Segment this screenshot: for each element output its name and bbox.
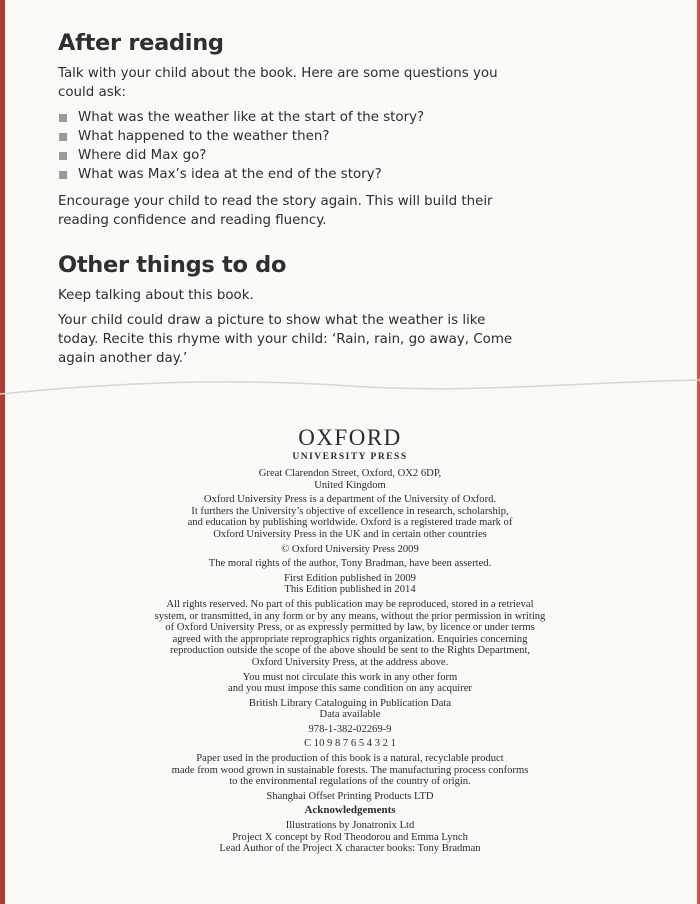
square-bullet-icon	[59, 114, 67, 122]
square-bullet-icon	[59, 133, 67, 141]
copyright-line: © Oxford University Press 2009	[281, 543, 419, 555]
square-bullet-icon	[59, 152, 67, 160]
cip-data: British Library Cataloguing in Publication Data Data available	[248, 697, 452, 721]
paper-statement: Paper used in the production of this book is a natural, recyclable product made from wood grown in sustainable forests. The manufacturing process conforms to the environmental regulations of the country of origin.	[171, 753, 529, 788]
imprint-page	[0, 425, 700, 855]
isbn-line: 978-1-382-02269-9	[308, 723, 392, 735]
question-list	[58, 108, 668, 184]
acknowledgements-list: Illustrations by Jonatronix Ltd Project X concept by Rod Theodorou and Emma Lynch Lead Author of the Project X character books: Tony Bradman	[219, 820, 481, 855]
other-things-p2: Your child could draw a picture to show what the weather is like today. Recite this rhyme with your child: ‘Rain, rain, go away, Come again another day.’	[58, 313, 513, 366]
page-fold-curve	[0, 372, 700, 412]
print-line: C 10 9 8 7 6 5 4 3 2 1	[304, 738, 396, 750]
publisher-about: Oxford University Press is a department of the University of Oxford. It furthers the University’s objective of excellence in research, scholarship, and education by publishing worldwide. Oxford is a registered trade mark of Oxford University Press in the UK and in certain other countries	[187, 494, 513, 540]
other-things-heading: Other things to do	[58, 252, 287, 278]
oxford-logo: OXFORD	[298, 425, 402, 450]
square-bullet-icon	[59, 171, 67, 179]
after-reading-heading: After reading	[58, 30, 224, 56]
circulation-notice: You must not circulate this work in any other form and you must impose this same condition on any acquirer	[228, 671, 472, 695]
question-item: What was the weather like at the start of the story?	[58, 108, 668, 127]
university-press-label: UNIVERSITY PRESS	[292, 452, 408, 462]
encourage-text: Encourage your child to read the story again. This will build their reading confidence and reading fluency.	[58, 194, 493, 228]
question-item: What was Max’s idea at the end of the story?	[58, 165, 668, 184]
edition-info: First Edition published in 2009 This Edition published in 2014	[284, 572, 416, 596]
acknowledgements-heading: Acknowledgements	[304, 804, 396, 817]
reading-notes	[58, 30, 668, 374]
question-item: Where did Max go?	[58, 146, 668, 165]
publisher-address: Great Clarendon Street, Oxford, OX2 6DP, United Kingdom	[258, 468, 442, 491]
moral-rights-line: The moral rights of the author, Tony Bradman, have been asserted.	[208, 558, 492, 570]
other-things-p1: Keep talking about this book.	[58, 288, 254, 303]
after-reading-intro: Talk with your child about the book. Here are some questions you could ask:	[58, 66, 498, 100]
question-item: What happened to the weather then?	[58, 127, 668, 146]
rights-statement: All rights reserved. No part of this publication may be reproduced, stored in a retrieval system, or transmitted, in any form or by any means, without the prior permission in writing of Oxford University Press, or as expressly permitted by law, by licence or under terms agreed with the appropriate reprographics rights organization. Enquiries concerning reproduction outside the scope of the above should be sent to the Rights Department, Oxford University Press, at the address above.	[154, 598, 546, 668]
printer-line: Shanghai Offset Printing Products LTD	[266, 790, 434, 802]
